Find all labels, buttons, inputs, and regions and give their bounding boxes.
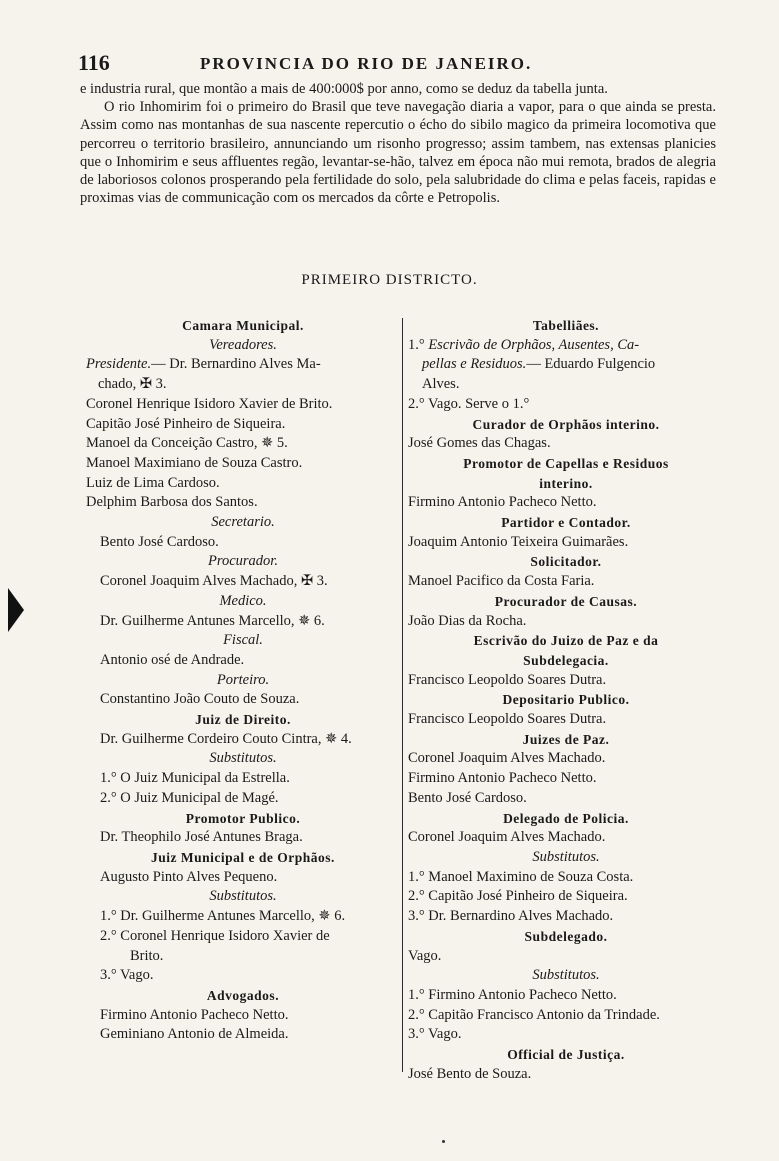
porteiro-label: Porteiro. [216, 671, 270, 688]
official-heading: Official de Justiça. [507, 1047, 625, 1063]
vereadores-label: Vereadores. [209, 336, 277, 353]
ink-dot [442, 1140, 445, 1143]
tabelliao-1 [408, 336, 724, 356]
procurador-causas-heading: Procurador de Causas. [494, 593, 638, 609]
partidor-name: Joaquim Antonio Teixeira Guimarães. [408, 533, 629, 550]
presidente-name-cont: chado, ✠ 3. [98, 376, 167, 393]
juiz-paz-3: Bento José Cardoso. [408, 789, 527, 806]
advogados-heading: Advogados. [206, 987, 280, 1003]
subdelegado-substitutos-label: Substitutos. [532, 967, 600, 984]
promotor-heading: Promotor Publico. [185, 810, 301, 826]
substituto-municipal-2: 2.° Coronel Henrique Isidoro Xavier de [100, 927, 330, 944]
substituto-municipal-2-cont: Brito. [130, 947, 164, 964]
right-column [408, 316, 724, 1084]
juiz-paz-2: Firmino Antonio Pacheco Netto. [408, 770, 597, 787]
page-number: 116 [78, 50, 110, 75]
juiz-direito-heading: Juiz de Direito. [195, 712, 291, 728]
left-column [86, 316, 400, 1045]
solicitador-name: Manoel Pacifico da Costa Faria. [408, 573, 595, 590]
juiz-direito-name: Dr. Guilherme Cordeiro Couto Cintra, ✵ 4. [100, 730, 352, 747]
promotor-name: Dr. Theophilo José Antunes Braga. [100, 829, 303, 846]
depositario-heading: Depositario Publico. [502, 692, 630, 708]
intro-paragraph-2: O rio Inhomirim foi o primeiro do Brasil que teve navegação diaria a vapor, para o que ainda se presta. Assim como nas montanhas de sua nascente repercutio o écho do sibilo magico da primeira locomotiva que percorreu o territorio brasileiro, annunciando um risonho progresso; assim tambem, nas extensas planicies que o Inhomirim e seus affluentes regão, levantar-se-hão, talvez em época não mui remota, brados de alegria de laboriosos colonos prosperando pela fertilidade do solo, pela salubridade do clima e pelas faceis, rapidas e proximas vias de communicação com os mercados da côrte e Petropolis. [80, 99, 716, 207]
presidente-line [86, 355, 400, 375]
vereador-3: Manoel da Conceição Castro, ✵ 5. [86, 435, 288, 452]
procurador-name: Coronel Joaquim Alves Machado, ✠ 3. [100, 573, 328, 590]
subdelegado-heading: Subdelegado. [524, 928, 608, 944]
vereador-1: Coronel Henrique Isidoro Xavier de Brito. [86, 395, 333, 412]
substituto-1: 1.° O Juiz Municipal da Estrella. [100, 770, 290, 787]
secretario-name: Bento José Cardoso. [100, 533, 219, 550]
column-divider [402, 318, 403, 1072]
intro-paragraph-1: e industria rural, que montão a mais de 400:000$ por anno, como se deduz da tabella junta. [80, 81, 608, 97]
vereador-5: Luiz de Lima Cardoso. [86, 474, 220, 491]
vereador-4: Manoel Maximiano de Souza Castro. [86, 454, 303, 471]
medico-name: Dr. Guilherme Antunes Marcello, ✵ 6. [100, 612, 325, 629]
delegado-name: Coronel Joaquim Alves Machado. [408, 829, 606, 846]
tabelliao-1-office: Escrivão de Orphãos, Ausentes, Ca- [428, 336, 640, 353]
secretario-label: Secretario. [211, 514, 275, 531]
presidente-label: Presidente. [86, 356, 152, 373]
escrivao-name: Francisco Leopoldo Soares Dutra. [408, 671, 607, 688]
substitutos-label-1: Substitutos. [209, 750, 277, 767]
procurador-label: Procurador. [208, 553, 278, 570]
substituto-2: 2.° O Juiz Municipal de Magé. [100, 789, 279, 806]
tabelliao-1-name: — Eduardo Fulgencio [526, 356, 656, 373]
medico-label: Medico. [219, 592, 267, 609]
tabelliao-2: 2.° Vago. Serve o 1.° [408, 395, 530, 412]
subdelegado-substituto-1: 1.° Firmino Antonio Pacheco Netto. [408, 986, 617, 1003]
substituto-municipal-3: 3.° Vago. [100, 967, 154, 984]
partidor-heading: Partidor e Contador. [501, 515, 631, 531]
solicitador-heading: Solicitador. [530, 554, 602, 570]
page-header [76, 50, 716, 76]
tabelliao-1-name-cont: Alves. [422, 376, 460, 393]
presidente-name: — Dr. Bernardino Alves Ma- [151, 356, 321, 373]
official-name: José Bento de Souza. [408, 1065, 532, 1082]
vereador-6: Delphim Barbosa dos Santos. [86, 494, 258, 511]
delegado-substituto-2: 2.° Capitão José Pinheiro de Siqueira. [408, 888, 628, 905]
juizes-paz-heading: Juizes de Paz. [522, 731, 610, 747]
escrivao-heading-cont: Subdelegacia. [523, 652, 609, 668]
delegado-substituto-3: 3.° Dr. Bernardino Alves Machado. [408, 908, 614, 925]
curador-name: José Gomes das Chagas. [408, 435, 551, 452]
juiz-paz-1: Coronel Joaquim Alves Machado. [408, 750, 606, 767]
vereador-2: Capitão José Pinheiro de Siqueira. [86, 415, 286, 432]
running-title: PROVINCIA DO RIO DE JANEIRO. [200, 54, 533, 73]
tabelliao-1-num: 1.° [408, 336, 425, 353]
depositario-name: Francisco Leopoldo Soares Dutra. [408, 711, 607, 728]
juiz-municipal-name: Augusto Pinto Alves Pequeno. [100, 868, 278, 885]
delegado-substitutos-label: Substitutos. [532, 848, 600, 865]
juiz-municipal-heading: Juiz Municipal e de Orphãos. [151, 849, 335, 865]
promotor-capellas-name: Firmino Antonio Pacheco Netto. [408, 494, 597, 511]
substituto-municipal-1: 1.° Dr. Guilherme Antunes Marcello, ✵ 6. [100, 908, 346, 925]
advogado-2: Geminiano Antonio de Almeida. [100, 1026, 289, 1043]
delegado-substituto-1: 1.° Manoel Maximino de Souza Costa. [408, 868, 634, 885]
fiscal-label: Fiscal. [223, 632, 263, 649]
subdelegado-substituto-2: 2.° Capitão Francisco Antonio da Trindade. [408, 1006, 660, 1023]
escrivao-heading: Escrivão do Juizo de Paz e da [473, 633, 659, 649]
fiscal-name: Antonio osé de Andrade. [100, 651, 245, 668]
camara-heading: Camara Municipal. [182, 318, 304, 333]
curador-heading: Curador de Orphãos interino. [472, 416, 660, 432]
advogado-1: Firmino Antonio Pacheco Netto. [100, 1006, 289, 1023]
margin-arrow-mark [8, 588, 24, 632]
subdelegado-substituto-3: 3.° Vago. [408, 1026, 462, 1043]
subdelegado-name: Vago. [408, 947, 442, 964]
district-title: PRIMEIRO DISTRICTO. [301, 272, 478, 288]
tabelliao-1-cont [408, 355, 724, 375]
intro-text [80, 80, 716, 207]
delegado-heading: Delegado de Policia. [503, 810, 629, 826]
procurador-causas-name: João Dias da Rocha. [408, 612, 527, 629]
promotor-capellas-heading: Promotor de Capellas e Residuos [463, 455, 669, 471]
substitutos-label-2: Substitutos. [209, 888, 277, 905]
tabelliaes-heading: Tabelliães. [532, 318, 600, 333]
promotor-capellas-heading-cont: interino. [539, 475, 593, 491]
tabelliao-1-office-cont: pellas e Residuos. [422, 356, 527, 373]
porteiro-name: Constantino João Couto de Souza. [100, 691, 300, 708]
